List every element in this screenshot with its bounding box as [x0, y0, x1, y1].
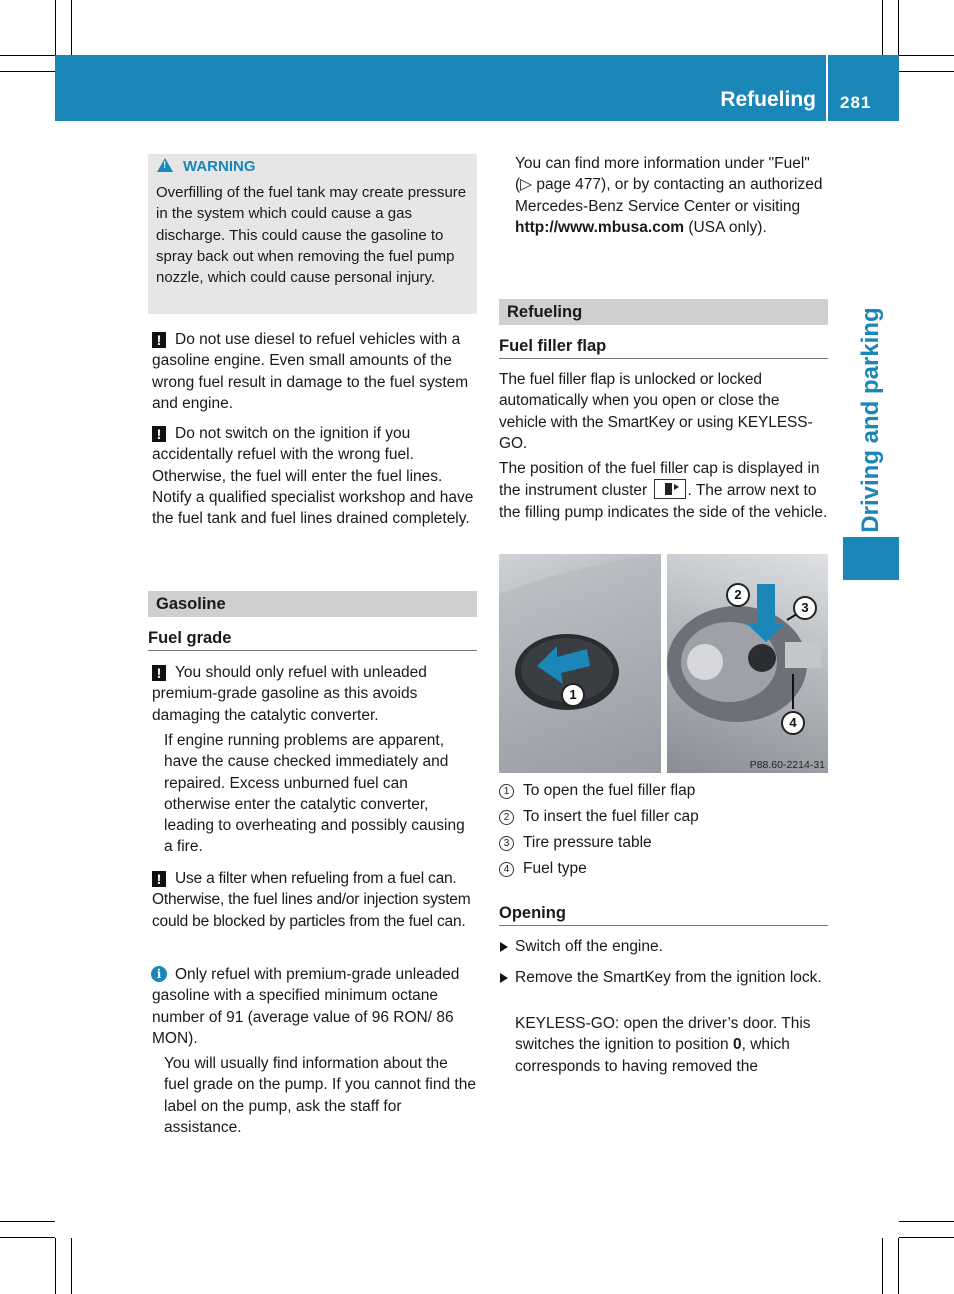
crop-mark — [55, 0, 56, 55]
flap-paragraph-2 — [499, 458, 831, 523]
legend-text: To insert the fuel filler cap — [523, 808, 699, 825]
crop-mark — [0, 1237, 55, 1238]
flap-p2-text: The position of the fuel filler cap is displayed in the instrument cluster — [499, 460, 820, 500]
subheading-fuel-filler-flap: Fuel filler flap — [499, 337, 828, 359]
legend-text: To open the fuel filler flap — [523, 782, 696, 799]
subheading-opening: Opening — [499, 904, 828, 926]
figure-reference: P88.60-2214-31 — [749, 759, 825, 771]
flap-paragraph-1: The fuel filler flap is unlocked or locked automatically when you open or close the vehicle with the SmartKey or using KEYLESS-GO. — [499, 371, 813, 452]
more-info-paragraph — [515, 153, 831, 238]
warning-triangle-icon — [157, 158, 173, 172]
step-keyless-go — [515, 1013, 831, 1077]
note-diesel: Do not use diesel to refuel vehicles with a gasoline engine. Even small amounts of the wrong fuel result in damage to the fuel system and engine. — [152, 331, 469, 412]
subheading-fuel-grade: Fuel grade — [148, 629, 477, 651]
crop-mark — [0, 1221, 55, 1222]
crop-mark — [0, 71, 55, 72]
page-number: 281 — [840, 93, 872, 112]
legend-text: Fuel type — [523, 860, 587, 877]
fuel-flap-photo — [499, 554, 661, 773]
exclamation-icon: ! — [152, 871, 166, 887]
legend-number: 1 — [499, 784, 514, 799]
info-pump-label: You will usually find information about the fuel grade on the pump. If you cannot find the label on the pump, ask the staff for assistance. — [164, 1055, 476, 1136]
note-engine-problems: If engine running problems are apparent, have the cause checked immediately and repaired. Excess unburned fuel can otherwise enter the catalytic converter, leading to overheating and possibly causing a fire. — [164, 732, 465, 856]
mbusa-link[interactable]: http://www.mbusa.com — [515, 218, 685, 236]
chapter-tab-marker — [843, 537, 899, 580]
legend-item — [499, 832, 829, 853]
fuel-pump-icon — [654, 479, 686, 499]
note-ignition: Do not switch on the ignition if you accidentally refuel with the wrong fuel. Otherwise, the fuel will enter the fuel lines. Notify a qualified specialist workshop and have the fuel tank and fuel lines drained completely. — [152, 425, 474, 528]
crop-mark — [71, 0, 72, 55]
section-bar-gasoline: Gasoline — [148, 591, 477, 617]
crop-mark — [899, 55, 954, 56]
legend-item — [499, 858, 829, 879]
info-octane: Only refuel with premium-grade unleaded gasoline with a specified minimum octane number of 91 (average value of 96 RON/ 86 MON). — [152, 966, 460, 1047]
crop-mark — [898, 0, 899, 55]
fuel-cap-photo — [667, 554, 828, 773]
info-icon: i — [151, 966, 167, 982]
crop-mark — [882, 0, 883, 55]
exclamation-icon: ! — [152, 426, 166, 442]
callout-3: 3 — [793, 596, 817, 620]
step-arrow-icon — [500, 942, 508, 952]
warning-text: Overfilling of the fuel tank may create pressure in the system which could cause a gas discharge. This could cause the gasoline to spray back out when removing the fuel pump nozzle, which could cause personal injury. — [156, 184, 467, 287]
crop-mark — [899, 1221, 954, 1222]
note-filter: Use a filter when refueling from a fuel can. Otherwise, the fuel lines and/or injection system could be blocked by particles from the fuel can. — [152, 870, 471, 930]
legend-number: 3 — [499, 836, 514, 851]
note-unleaded: You should only refuel with unleaded premium-grade gasoline as this avoids damaging the catalytic converter. — [152, 664, 427, 724]
callout-2: 2 — [726, 583, 750, 607]
exclamation-icon: ! — [152, 332, 166, 348]
legend-number: 2 — [499, 810, 514, 825]
page-title: Refueling — [720, 88, 816, 111]
legend-item — [499, 780, 829, 801]
crop-mark — [899, 71, 954, 72]
legend-item — [499, 806, 829, 827]
more-info-text: You can find more information under "Fuel" (▷ page 477), or by contacting an authorized Mercedes-Benz Service Center or visiting — [515, 155, 823, 215]
header-divider — [826, 55, 828, 121]
step-switch-off: Switch off the engine. — [515, 938, 663, 955]
flap-p2-tail: . The arrow next to the filling pump indicates the side of the vehicle. — [499, 482, 828, 521]
keyless-tail: , which corresponds to having removed the — [515, 1036, 790, 1075]
fuel-flap-illustration — [499, 554, 661, 773]
legend-number: 4 — [499, 862, 514, 877]
more-info-tail: (USA only). — [684, 218, 767, 236]
crop-mark — [899, 1237, 954, 1238]
crop-mark — [0, 55, 55, 56]
callout-1: 1 — [561, 683, 585, 707]
crop-mark — [55, 1238, 56, 1294]
section-bar-refueling: Refueling — [499, 299, 828, 325]
crop-mark — [898, 1238, 899, 1294]
step-remove-smartkey: Remove the SmartKey from the ignition lock. — [515, 969, 822, 986]
crop-mark — [71, 1238, 72, 1294]
keyless-text: KEYLESS-GO: open the driver’s door. This switches the ignition to position — [515, 1015, 811, 1054]
ignition-position: 0 — [732, 1036, 742, 1054]
crop-mark — [882, 1238, 883, 1294]
exclamation-icon: ! — [152, 665, 166, 681]
warning-title: WARNING — [183, 158, 256, 175]
warning-heading — [157, 158, 256, 175]
step-arrow-icon — [500, 973, 508, 983]
chapter-tab-label: Driving and parking — [857, 307, 884, 533]
legend-text: Tire pressure table — [523, 834, 652, 851]
callout-4: 4 — [781, 711, 805, 735]
